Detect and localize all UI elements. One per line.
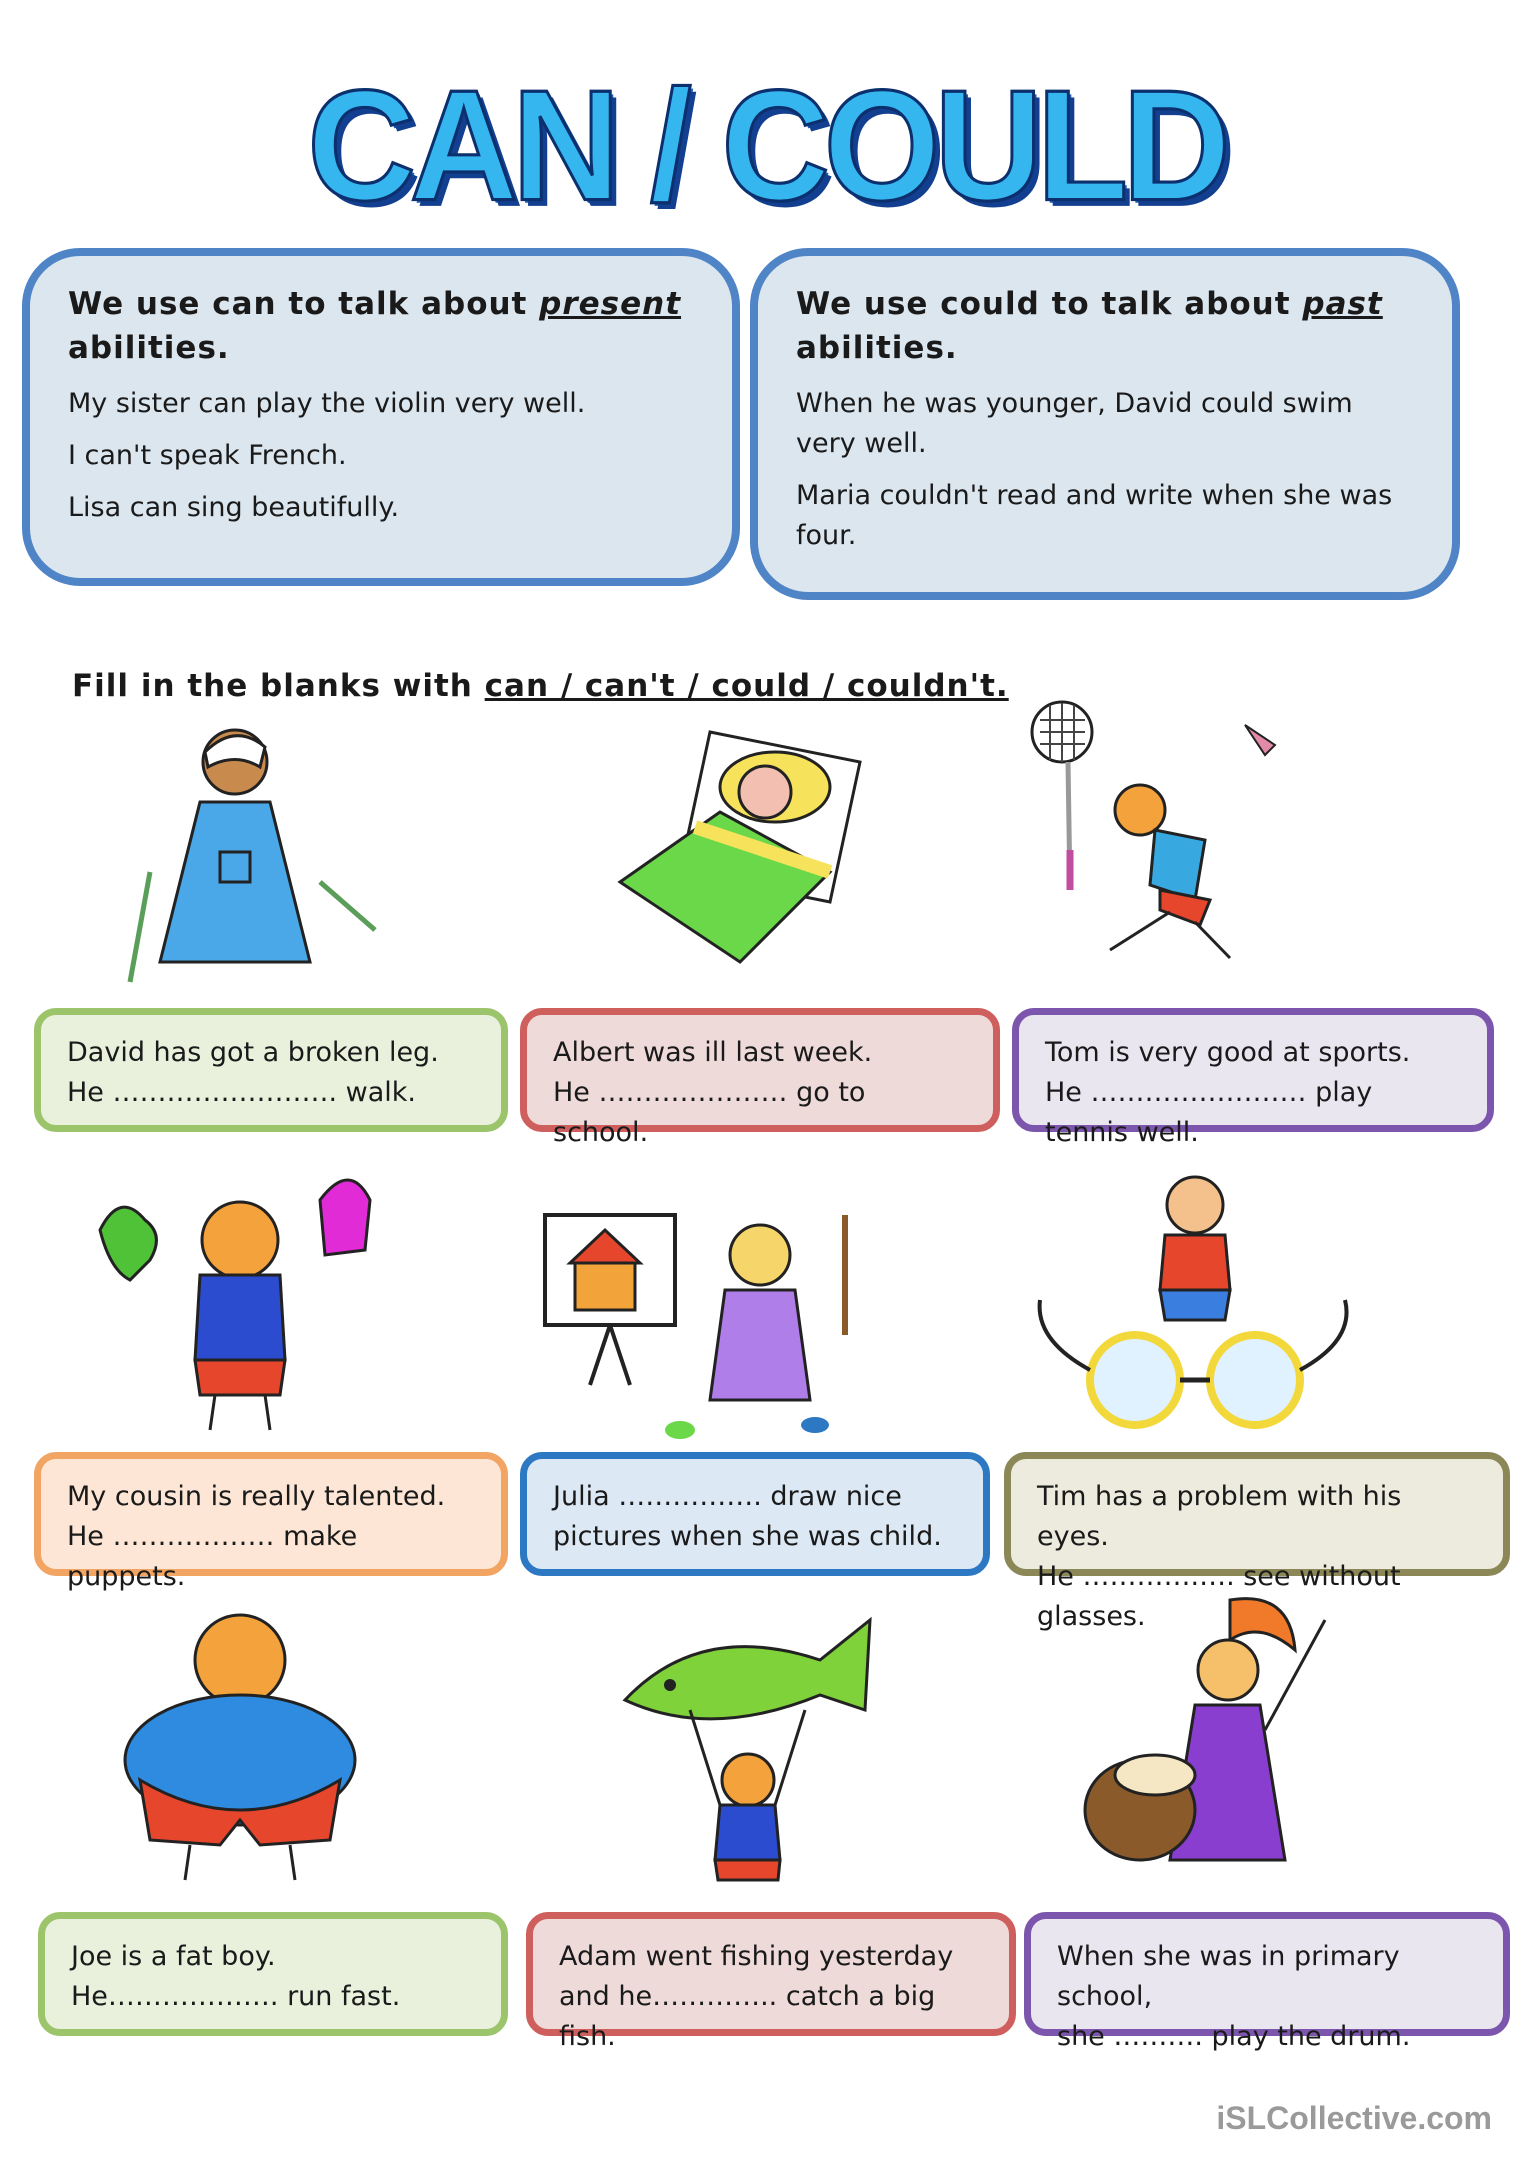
instruction: Fill in the blanks with can / can't / could / couldn't. — [72, 668, 1009, 704]
exercise-line: pictures when she was child. — [553, 1521, 942, 1552]
rule-example: Lisa can sing beautifully. — [68, 492, 400, 523]
exercise-line: My cousin is really talented. — [67, 1481, 446, 1512]
fat-boy-illustration — [110, 1600, 370, 1890]
girl-playing-drum-illustration — [1080, 1590, 1350, 1890]
exercise-line: and he………….. catch a big fish. — [559, 1981, 936, 2052]
rule-example: When he was younger, David could swim very well. — [796, 388, 1353, 459]
exercise-box-4 — [34, 1452, 508, 1592]
exercise-box-8 — [526, 1912, 1016, 2052]
exercise-box-2 — [520, 1008, 1000, 1148]
exercise-line: David has got a broken leg. — [67, 1037, 439, 1068]
exercise-box-6 — [1004, 1452, 1510, 1632]
exercise-box-9 — [1024, 1912, 1510, 2052]
rule-example: Maria couldn't read and write when she was four. — [796, 480, 1393, 551]
exercise-line: she ………. play the drum. — [1057, 2021, 1411, 2052]
exercise-box-5 — [520, 1452, 990, 1576]
boy-with-hand-puppets-illustration — [90, 1160, 390, 1440]
rule-box-could — [750, 248, 1460, 600]
rule-heading: We use can to talk about present abilities. — [68, 286, 682, 366]
exercise-line: He ……………… make puppets. — [67, 1521, 358, 1592]
girl-painting-illustration — [540, 1185, 870, 1445]
exercise-line: Adam went fishing yesterday — [559, 1941, 954, 1972]
watermark: iSLCollective.com — [1216, 2100, 1492, 2136]
exercise-line: He………………. run fast. — [71, 1981, 401, 2012]
worksheet-title: CAN / COULD — [307, 56, 1225, 234]
exercise-line: When she was in primary school, — [1057, 1941, 1400, 2012]
exercise-line: He ………………… go to school. — [553, 1077, 866, 1148]
exercise-line: Tim has a problem with his eyes. — [1037, 1481, 1402, 1552]
exercise-line: Joe is a fat boy. — [71, 1941, 276, 1972]
exercise-box-1 — [34, 1008, 508, 1132]
rule-box-can — [22, 248, 740, 586]
boy-on-glasses-illustration — [1025, 1170, 1365, 1440]
exercise-line: Albert was ill last week. — [553, 1037, 873, 1068]
rule-example: My sister can play the violin very well. — [68, 388, 586, 419]
sick-child-in-bed-illustration — [600, 722, 870, 992]
rule-example: I can't speak French. — [68, 440, 347, 471]
exercise-line: Tom is very good at sports. — [1045, 1037, 1411, 1068]
injured-person-on-crutches-illustration — [120, 722, 390, 992]
exercise-box-7 — [38, 1912, 508, 2036]
exercise-line: He …………………… play tennis well. — [1045, 1077, 1373, 1148]
exercise-line: Julia ……………. draw nice — [553, 1481, 902, 1512]
boy-holding-big-fish-illustration — [620, 1600, 880, 1900]
boy-playing-badminton-illustration — [1030, 700, 1310, 980]
exercise-line: He ……………………. walk. — [67, 1077, 417, 1108]
rule-heading: We use could to talk about past abilities. — [796, 286, 1383, 366]
exercise-box-3 — [1012, 1008, 1494, 1148]
exercise-line: He ………….…. see without glasses. — [1037, 1561, 1401, 1632]
